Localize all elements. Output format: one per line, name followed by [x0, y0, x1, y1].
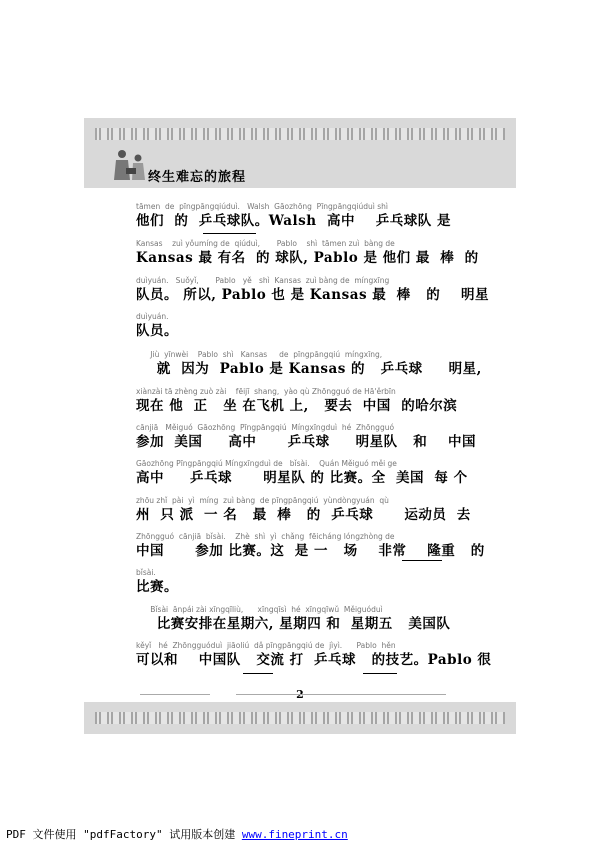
text-line	[136, 531, 485, 560]
text-line	[136, 201, 456, 230]
pinyin-line: Zhōngguó cānjiā bǐsài. Zhè shì yì chǎng fēicháng lóngzhòng de	[136, 532, 395, 541]
hanzi-line: 队员。 所以, Pablo 也 是 Kansas 最 棒 的 明星	[136, 287, 490, 303]
vocab-underline	[243, 673, 273, 674]
pdf-footer-text: PDF 文件使用 "pdfFactory" 试用版本创建	[6, 828, 242, 841]
fineprint-link[interactable]: www.fineprint.cn	[241, 828, 348, 841]
pdf-footer	[6, 826, 348, 842]
reading-figures-icon	[108, 146, 148, 186]
vocab-underline	[363, 673, 397, 674]
pinyin-line: bǐsài.	[136, 568, 156, 577]
footer-ornament-band	[95, 712, 505, 724]
text-line	[136, 495, 471, 524]
pinyin-line: zhōu zhǐ pài yì míng zuì bàng de pīngpāngqiú yùndòngyuán qù	[136, 496, 389, 505]
pinyin-line: Kansas zuì yǒumíng de qiúduì, Pablo shì tāmen zuì bàng de	[136, 239, 395, 248]
pinyin-line: Gāozhōng Pīngpāngqiú Míngxīngduì de bǐsài. Quán Měiguó měi ge	[136, 459, 397, 468]
pinyin-line: tāmen de pīngpāngqiúduì. Walsh Gāozhōng Pīngpāngqiúduì shì	[136, 202, 389, 211]
text-line	[136, 458, 468, 487]
hanzi-line: 队员。	[136, 323, 178, 339]
pinyin-line: duìyuán. Suǒyǐ, Pablo yě shì Kansas zuì bàng de míngxīng	[136, 276, 390, 285]
hanzi-line: 比赛。	[136, 579, 178, 595]
text-line	[136, 386, 456, 415]
hanzi-line: 州 只 派 一 名 最 棒 的 乒乓球 运动员 去	[136, 507, 471, 523]
text-line	[136, 238, 479, 267]
hanzi-line: 可以和 中国队 交流 打 乒乓球 的技艺。Pablo 很	[136, 652, 492, 668]
chapter-title: 终生难忘的旅程	[148, 170, 247, 185]
hanzi-line: 现在 他 正 坐 在飞机 上, 要去 中国 的哈尔滨	[136, 398, 458, 414]
pinyin-line: Jiù yīnwèi Pablo shì Kansas de pīngpāngqiú míngxīng,	[136, 350, 383, 359]
text-line	[136, 422, 476, 451]
text-line	[136, 567, 456, 596]
pinyin-line: duìyuán.	[136, 312, 169, 321]
text-line	[136, 349, 482, 378]
pinyin-line: kěyǐ hé Zhōngguóduì jiāoliú dǎ pīngpāngqiú de jìyì. Pablo hěn	[136, 641, 396, 650]
vocab-underline	[402, 560, 442, 561]
hanzi-line: 参加 美国 高中 乒乓球 明星队 和 中国	[136, 434, 476, 450]
text-line	[136, 640, 492, 669]
text-line	[136, 311, 456, 340]
hanzi-line: 高中 乒乓球 明星队 的 比赛。全 美国 每 个	[136, 470, 468, 486]
pinyin-line: Bǐsài ānpái zài xīngqīliù, xīngqīsì hé xīngqīwǔ Měiguóduì	[136, 605, 383, 614]
hanzi-line: 就 因为 Pablo 是 Kansas 的 乒乓球 明星,	[136, 361, 482, 377]
header-ornament-band	[95, 128, 505, 140]
vocab-underline	[203, 233, 256, 234]
page-rule-right	[236, 694, 446, 695]
pinyin-line: xiànzài tā zhèng zuò zài fēijī shang, yào qù Zhōngguó de Hā'ěrbīn	[136, 387, 396, 396]
hanzi-line: Kansas 最 有名 的 球队, Pablo 是 他们 最 棒 的	[136, 250, 479, 266]
hanzi-line: 比赛安排在星期六, 星期四 和 星期五 美国队	[136, 616, 451, 632]
hanzi-line: 中国 参加 比赛。这 是 一 场 非常 隆重 的	[136, 543, 485, 559]
hanzi-line: 他们 的 乒乓球队。Walsh 高中 乒乓球队 是	[136, 213, 451, 229]
text-line	[136, 275, 490, 304]
pinyin-line: cānjiā Měiguó Gāozhōng Pīngpāngqiú Míngxīngduì hé Zhōngguó	[136, 423, 395, 432]
text-line	[136, 604, 456, 633]
